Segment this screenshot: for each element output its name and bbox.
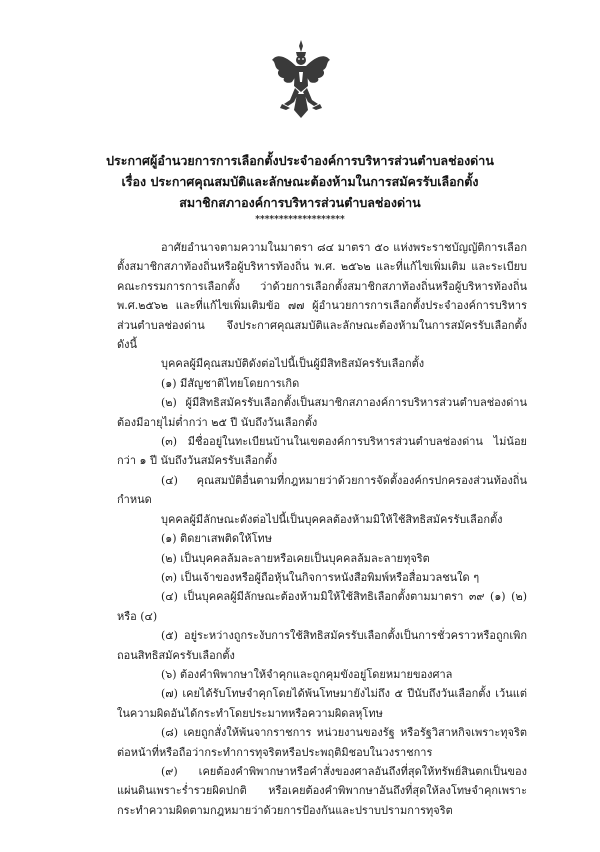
intro-paragraph: อาศัยอำนาจตามความในมาตรา ๘๔ มาตรา ๕๐ แห่งพระราชบัญญัติการเลือกตั้งสมาชิกสภาท้องถิ่นหรือผู้บริหารท้องถิ่น พ.ศ. ๒๕๖๒ และที่แก้ไขเพิ่มเติม และระเบียบคณะกรรมการการเลือกตั้ง ว่าด้วยการเลือกตั้งสมาชิกสภาท้องถิ่นหรือผู้บริหารท้องถิ่น พ.ศ.๒๕๖๒ และที่แก้ไขเพิ่มเติมข้อ ๗๗ ผู้อำนวยการการเลือกตั้งประจำองค์การบริหารส่วนตำบลช่องด่าน จึงประกาศคุณสมบัติและลักษณะต้องห้ามในการสมัครรับเลือกตั้ง ดังนี้: [117, 241, 527, 352]
qualification-item-3: (๓) มีชื่ออยู่ในทะเบียนบ้านในเขตองค์การบริหารส่วนตำบลช่องด่าน ไม่น้อยกว่า ๑ ปี นับถึงวันสมัครรับเลือกตั้ง: [117, 435, 527, 468]
title-line-2: เรื่อง ประกาศคุณสมบัติและลักษณะต้องห้ามในการสมัครรับเลือกตั้ง: [121, 174, 479, 189]
qualification-item-4: (๔) คุณสมบัติอื่นตามที่กฎหมายว่าด้วยการจัดตั้งองค์กรปกครองส่วนท้องถิ่นกำหนด: [117, 473, 527, 507]
qualification-item-1: (๑) มีสัญชาติไทยโดยการเกิด: [161, 376, 300, 390]
prohibition-item-5: (๕) อยู่ระหว่างถูกระงับการใช้สิทธิสมัครรับเลือกตั้งเป็นการชั่วคราวหรือถูกเพิกถอนสิทธิสมัครรับเลือกตั้ง: [117, 629, 527, 662]
prohibition-item-4: (๔) เป็นบุคคลผู้มีลักษณะต้องห้ามมิให้ใช้สิทธิเลือกตั้งตามมาตรา ๓๙ (๑) (๒) หรือ (๔): [117, 590, 527, 623]
prohibition-item-3: (๓) เป็นเจ้าของหรือผู้ถือหุ้นในกิจการหนังสือพิมพ์หรือสื่อมวลชนใด ๆ: [161, 570, 480, 584]
title-separator: *******************: [255, 215, 345, 225]
garuda-emblem-icon: [270, 38, 332, 120]
document-title-block: [60, 150, 540, 227]
prohibition-item-2: (๒) เป็นบุคคลล้มละลายหรือเคยเป็นบุคคลล้มละลายทุจริต: [161, 551, 430, 565]
title-line-3: สมาชิกสภาองค์การบริหารส่วนตำบลช่องด่าน: [179, 195, 421, 210]
prohibition-item-8: (๘) เคยถูกสั่งให้พ้นจากราชการ หน่วยงานของรัฐ หรือรัฐวิสาหกิจเพราะทุจริตต่อหน้าที่หรือถือว่ากระทำการทุจริตหรือประพฤติมิชอบในวงราชการ: [117, 726, 527, 759]
qualified-heading: บุคคลผู้มีคุณสมบัติดังต่อไปนี้เป็นผู้มีสิทธิสมัครรับเลือกตั้ง: [161, 357, 425, 371]
prohibition-item-9: (๙) เคยต้องคำพิพากษาหรือคำสั่งของศาลอันถึงที่สุดให้ทรัพย์สินตกเป็นของแผ่นดินเพราะร่ำรวยผิดปกติ หรือเคยต้องคำพิพากษาอันถึงที่สุดให้ลงโทษจำคุกเพราะกระทำความผิดตามกฎหมายว่าด้วยการป้องกันและปราบปรามการทุจริต: [117, 764, 527, 817]
qualification-item-2: (๒) ผู้มีสิทธิสมัครรับเลือกตั้งเป็นสมาชิกสภาองค์การบริหารส่วนตำบลช่องด่าน ต้องมีอายุไม่ต่ำกว่า ๒๕ ปี นับถึงวันเลือกตั้ง: [117, 396, 527, 429]
prohibition-item-1: (๑) ติดยาเสพติดให้โทษ: [161, 532, 273, 546]
title-line-1: ประกาศผู้อำนวยการการเลือกตั้งประจำองค์การบริหารส่วนตำบลช่องด่าน: [106, 153, 494, 168]
prohibition-item-6: (๖) ต้องคำพิพากษาให้จำคุกและถูกคุมขังอยู่โดยหมายของศาล: [161, 667, 453, 681]
prohibited-heading: บุคคลผู้มีลักษณะดังต่อไปนี้เป็นบุคคลต้องห้ามมิให้ใช้สิทธิสมัครรับเลือกตั้ง: [161, 512, 503, 526]
document-body: [117, 238, 527, 820]
prohibition-item-7: (๗) เคยได้รับโทษจำคุกโดยได้พ้นโทษมายังไม่ถึง ๕ ปีนับถึงวันเลือกตั้ง เว้นแต่ในความผิดอันได้กระทำโดยประมาทหรือความผิดลหุโทษ: [117, 687, 527, 720]
